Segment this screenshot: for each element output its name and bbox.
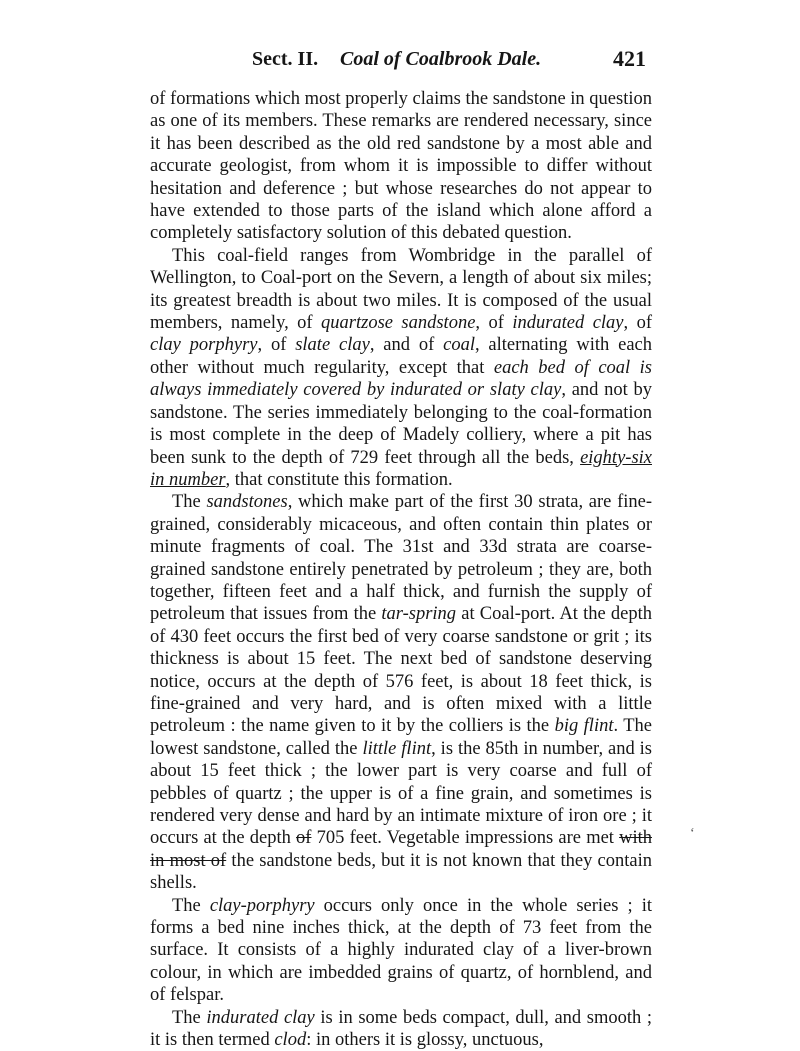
- body-text: [150, 88, 652, 1051]
- italic-text: each bed of coal is always immediately covered by indurated or slaty clay: [150, 357, 653, 401]
- italic-text: indurated clay: [206, 1007, 315, 1028]
- text-run: This coal-field ranges from Wombridge in the parallel of Wellington, to Coal-port on the Severn, a length of about six miles; its greatest breadth is about two miles. It is composed of the usual members, namely, of: [150, 245, 652, 334]
- paragraph: [150, 88, 652, 245]
- text-run: , and of: [369, 335, 444, 356]
- text-run: : in others it is glossy, unctuous,: [306, 1030, 544, 1051]
- italic-text: slate clay: [295, 335, 370, 356]
- text-run: , that constitute this formation.: [225, 469, 453, 490]
- italic-text: coal: [443, 335, 475, 356]
- text-run: is in some beds compact, dull, and smooth ; it is then termed: [150, 1007, 653, 1051]
- text-run: , which make part of the first 30 strata, are fine-grained, considerably micaceous, and often contain thin plates or minute fragments of coal. The 31st and 33d strata are coarse-grained sandstone entirely penetrated by petroleum ; they are, both together, fifteen feet and a half thick, and furnish the supply of petroleum that issues from the: [150, 492, 652, 625]
- section-label: Sect. II.: [252, 48, 319, 70]
- text-run: at Coal-port. At the depth of 430 feet occurs the first bed of very coarse sandstone or grit ; its thickness is about 15 feet. The next bed of sandstone deserving notice, occurs at the depth of 576 feet, is about 18 feet thick, is fine-grained and very hard, and is often mixed with a little petroleum : the name given to it by the colliers is the: [150, 604, 652, 737]
- struck-text: of: [296, 828, 312, 849]
- paragraph: [150, 895, 652, 1007]
- text-run: , of: [475, 313, 513, 334]
- italic-text: clod: [274, 1030, 307, 1051]
- italic-text: tar-spring: [381, 604, 457, 625]
- page-number: 421: [613, 46, 646, 71]
- text-run: occurs only once in the whole series ; it forms a bed nine inches thick, at the depth of 73 feet from the surface. It consists of a highly indurated clay of a liver-brown colour, in which are imbedded grains of quartz, of hornblend, and of felspar.: [150, 895, 652, 1006]
- running-header: [150, 46, 650, 76]
- text-run: , is the 85th in number, and is about 15 feet thick ; the lower part is very coarse and full of pebbles of quartz ; the upper is of a fine grain, and sometimes is rendered very dense and hard by an intimate mixture of iron ore ; it occurs at the depth: [150, 738, 653, 849]
- paragraph: [150, 491, 652, 894]
- paragraph: [150, 245, 652, 491]
- italic-text: little flint: [362, 738, 432, 759]
- italic-text: clay porphyry: [150, 335, 258, 356]
- text-run: The: [172, 492, 207, 513]
- running-title: Coal of Coalbrook Dale.: [340, 48, 542, 70]
- margin-mark: ‘: [690, 826, 695, 841]
- text-run: , alternating with each other without much regularity, except that: [150, 335, 652, 378]
- paragraph: [150, 1007, 652, 1051]
- struck-text: with in most of: [150, 828, 652, 871]
- text-run: , of: [623, 313, 652, 334]
- italic-text: quartzose sandstone: [321, 313, 476, 334]
- italic-text: indurated clay: [512, 313, 624, 334]
- text-run: 705 feet. Vegetable impressions are met: [311, 828, 620, 849]
- text-run: of formations which most properly claims the sandstone in question as one of its members. These remarks are rendered necessary, since it has been described as the old red sandstone by a most able and accurate geologist, from whom it is impossible to differ without hesitation and deference ; but whose researches do not appear to have extended to those parts of the island which alone afford a completely satisfactory solution of this debated question.: [150, 89, 652, 244]
- italic-text: big flint: [554, 716, 614, 737]
- text-run: The: [172, 895, 210, 916]
- text-run: , and not by sandstone. The series immediately belonging to the coal-formation is most complete in the deep of Madely colliery, where a pit has been sunk to the depth of 729 feet through all the beds,: [150, 380, 652, 468]
- italic-text: clay-porphyry: [209, 895, 315, 916]
- italic-text: sandstones: [206, 492, 288, 513]
- text-run: the sandstone beds, but it is not known that they contain shells.: [150, 850, 652, 894]
- text-run: The: [172, 1007, 207, 1028]
- italic-text: eighty-six in number: [150, 447, 652, 490]
- text-run: , of: [257, 335, 296, 356]
- text-run: . The lowest sandstone, called the: [150, 716, 652, 759]
